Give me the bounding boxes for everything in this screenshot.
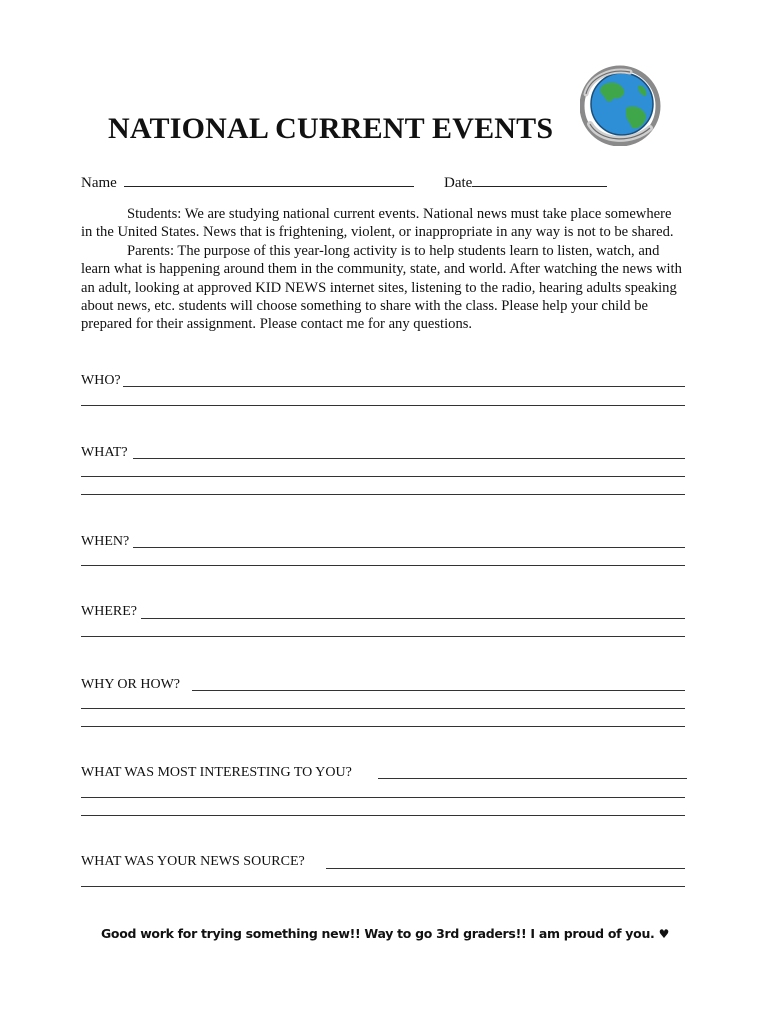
date-field[interactable] xyxy=(444,172,607,192)
when-answer-line[interactable] xyxy=(133,547,685,548)
instructions xyxy=(81,205,685,334)
answer-line[interactable] xyxy=(81,886,685,887)
answer-line[interactable] xyxy=(81,405,685,406)
page-title: NATIONAL CURRENT EVENTS xyxy=(108,112,554,145)
answer-line[interactable] xyxy=(81,636,685,637)
answer-line[interactable] xyxy=(81,815,685,816)
where-label: WHERE? xyxy=(81,604,137,619)
students-paragraph: Students: We are studying national current events. National news must take place somewhere in the United States. News that is frightening, violent, or inappropriate in any way is not to be shared. xyxy=(81,206,674,241)
answer-line[interactable] xyxy=(81,797,685,798)
news-source-label: WHAT WAS YOUR NEWS SOURCE? xyxy=(81,854,305,869)
who-label: WHO? xyxy=(81,373,121,388)
interesting-answer-line[interactable] xyxy=(378,778,687,779)
what-answer-line[interactable] xyxy=(133,458,685,459)
interesting-label: WHAT WAS MOST INTERESTING TO YOU? xyxy=(81,765,352,780)
footer-message xyxy=(0,926,770,941)
who-answer-line[interactable] xyxy=(123,386,685,387)
when-label: WHEN? xyxy=(81,534,130,549)
name-field[interactable] xyxy=(81,172,414,192)
name-label: Name xyxy=(81,175,117,191)
answer-line[interactable] xyxy=(81,726,685,727)
name-blank[interactable] xyxy=(124,172,414,187)
answer-line[interactable] xyxy=(81,476,685,477)
why-how-label: WHY OR HOW? xyxy=(81,677,181,692)
footer-text: Good work for trying something new!! Way to go 3rd graders!! I am proud of you. xyxy=(100,926,655,941)
date-label: Date xyxy=(444,175,473,191)
globe-icon xyxy=(580,64,662,146)
answer-line[interactable] xyxy=(81,708,685,709)
what-label: WHAT? xyxy=(81,445,128,460)
date-blank[interactable] xyxy=(472,172,607,187)
parents-paragraph: Parents: The purpose of this year-long activity is to help students learn to listen, watch, and learn what is happening around them in the community, state, and world. After watching the news with an adult, looking at approved KID NEWS internet sites, listening to the radio, hearing adults speaking about news, etc. students will choose something to share with the class. Please help your child be prepared for their assignment. Please contact me for any questions. xyxy=(81,242,682,333)
source-answer-line[interactable] xyxy=(326,868,685,869)
answer-line[interactable] xyxy=(81,494,685,495)
answer-line[interactable] xyxy=(81,565,685,566)
why-answer-line[interactable] xyxy=(192,690,685,691)
where-answer-line[interactable] xyxy=(141,618,685,619)
heart-icon: ♥ xyxy=(658,927,670,941)
